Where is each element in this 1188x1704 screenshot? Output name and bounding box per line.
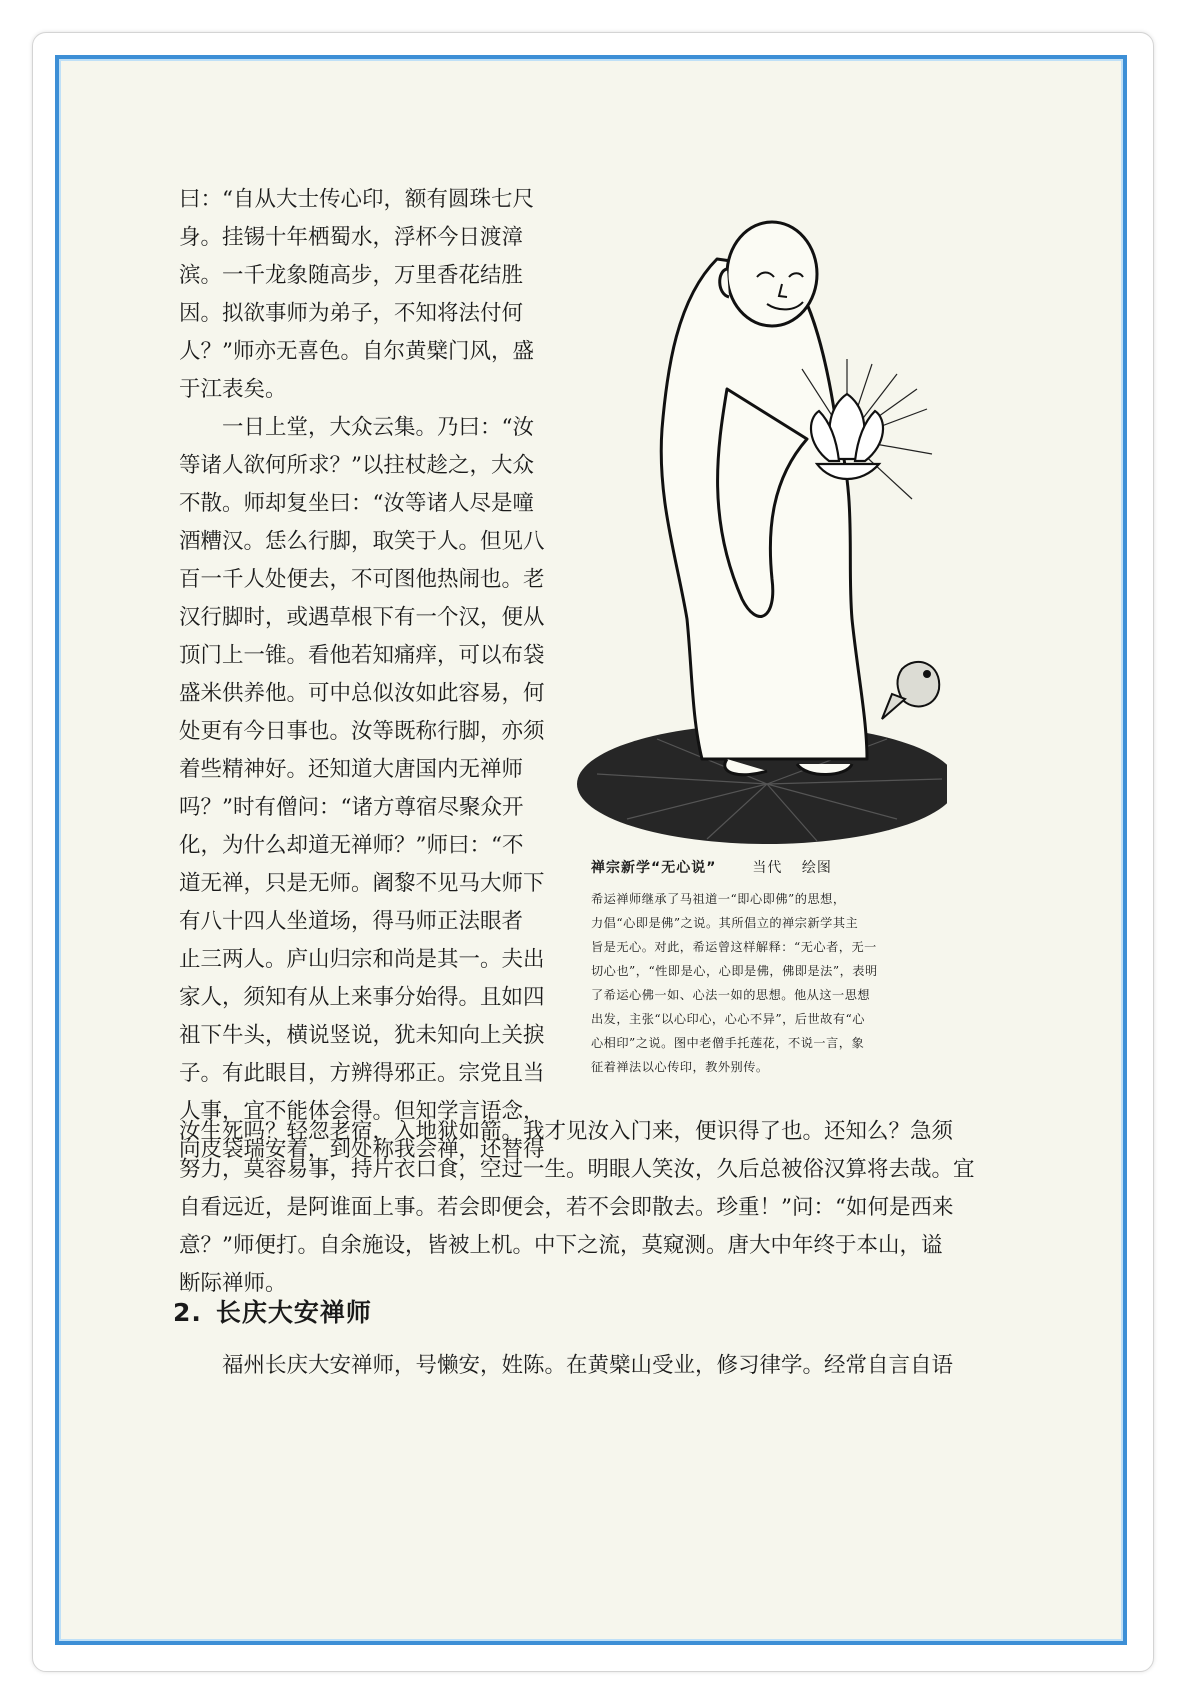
caption-line: 旨是无心。对此，希运曾这样解释：“无心者，无一	[591, 940, 877, 954]
caption-line: 了希运心佛一如、心法一如的思想。他从这一思想	[591, 988, 871, 1002]
text-line: 向皮袋瑞安着，到处称我会禅，还替得	[179, 1137, 545, 1162]
text-line: 因。拟欲事师为弟子，不知将法付何	[179, 301, 524, 326]
text-line: 于江表矣。	[179, 377, 287, 402]
caption-line: 出发，主张“以心印心，心心不异”，后世故有“心	[591, 1012, 865, 1026]
text-line: 顶门上一锥。看他若知痛痒，可以布袋	[179, 643, 545, 668]
paragraph-start-line: 福州长庆大安禅师，号懒安，姓陈。在黄檗山受业，修习律学。经常自言自语	[222, 1353, 954, 1378]
text-line: 滨。一千龙象随高步，万里香花结胜	[179, 263, 524, 288]
text-column	[179, 181, 569, 1169]
text-line: 不散。师却复坐曰：“汝等诸人尽是噇	[179, 491, 534, 516]
paragraph-start-line: 一日上堂，大众云集。乃曰：“汝	[222, 415, 534, 440]
caption-line: 力倡“心即是佛”之说。其所倡立的禅宗新学其主	[591, 916, 859, 930]
text-line: 祖下牛头，横说竖说，犹未知向上关捩	[179, 1023, 545, 1048]
text-line: 断际禅师。	[179, 1271, 287, 1296]
text-line: 汉行脚时，或遇草根下有一个汉，便从	[179, 605, 545, 630]
full-width-text	[179, 1113, 991, 1303]
text-line: 化，为什么却道无禅师？”师曰：“不	[179, 833, 524, 858]
text-line: 酒糟汉。恁么行脚，取笑于人。但见八	[179, 529, 545, 554]
text-line: 等诸人欲何所求？”以拄杖趁之，大众	[179, 453, 534, 478]
caption-body	[591, 887, 941, 1079]
text-line: 努力，莫容易事，持片衣口食，空过一生。明眼人笑汝，久后总被俗汉算将去哉。宜	[179, 1157, 975, 1182]
book-page	[59, 59, 1123, 1641]
section-number: 2.	[173, 1298, 202, 1327]
text-line: 止三两人。庐山归宗和尚是其一。夫出	[179, 947, 545, 972]
section-paragraph	[179, 1347, 991, 1385]
caption-line: 希运禅师继承了马祖道一“即心即佛”的思想，	[591, 892, 846, 906]
fish-shape	[882, 662, 939, 719]
caption-line: 征着禅法以心传印，教外别传。	[591, 1060, 769, 1074]
text-line: 人？”师亦无喜色。自尔黄檗门风，盛	[179, 339, 534, 364]
text-line: 有八十四人坐道场，得马师正法眼者	[179, 909, 524, 934]
caption-meta: 当代 绘图	[752, 860, 832, 876]
text-line: 人事，宜不能体会得。但知学言语念，	[179, 1099, 545, 1124]
text-line: 着些精神好。还知道大唐国内无禅师	[179, 757, 524, 782]
caption-title	[591, 857, 941, 877]
section-heading	[173, 1293, 372, 1329]
text-line: 汝生死吗？轻忽老宿，入地狱如箭。我才见汝入门来，便识得了也。还知么？急须	[179, 1119, 954, 1144]
text-line: 意？”师便打。自余施设，皆被上机。中下之流，莫窥测。唐大中年终于本山，谥	[179, 1233, 943, 1258]
text-line: 曰：“自从大士传心印，额有圆珠七尺	[179, 187, 534, 212]
section-title: 长庆大安禅师	[215, 1298, 372, 1327]
text-line: 自看远近，是阿谁面上事。若会即便会，若不会即散去。珍重！”问：“如何是西来	[179, 1195, 954, 1220]
figure-caption	[591, 857, 941, 1079]
page-card	[32, 32, 1154, 1672]
text-line: 身。挂锡十年栖蜀水，浮杯今日渡漳	[179, 225, 524, 250]
text-line: 吗？”时有僧问：“诸方尊宿尽聚众开	[179, 795, 524, 820]
text-line: 家人，须知有从上来事分始得。且如四	[179, 985, 545, 1010]
text-line: 道无禅，只是无师。阇黎不见马大师下	[179, 871, 545, 896]
page-frame	[55, 55, 1127, 1645]
text-line: 盛米供养他。可中总似汝如此容易，何	[179, 681, 545, 706]
monk-illustration	[567, 199, 947, 849]
text-line: 百一千人处便去，不可图他热闹也。老	[179, 567, 545, 592]
text-line: 处更有今日事也。汝等既称行脚，亦须	[179, 719, 545, 744]
caption-title-text: 禅宗新学“无心说”	[591, 860, 717, 876]
caption-line: 心相印”之说。图中老僧手托莲花，不说一言，象	[591, 1036, 865, 1050]
caption-line: 切心也”，“性即是心，心即是佛，佛即是法”，表明	[591, 964, 878, 978]
text-line: 子。有此眼目，方辨得邪正。宗党且当	[179, 1061, 545, 1086]
